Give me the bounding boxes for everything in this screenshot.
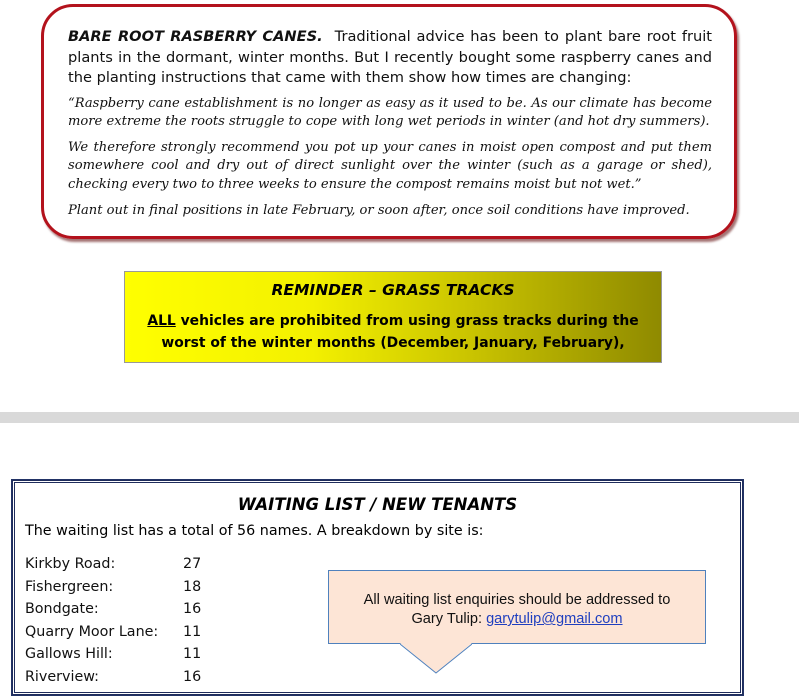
reminder-emphasis: ALL xyxy=(147,313,176,329)
raspberry-quote-1: “Raspberry cane establishment is no longer as easy as it used to be. As our climate has become more extreme the roots struggle to cope with long wet periods in winter (and hot dry summers). xyxy=(68,95,712,129)
raspberry-intro-text: Traditional advice has been to plant bare root fruit plants in the dormant, winter months. But I recently bought some raspberry canes and the planting instructions that came with them show how times are changing: xyxy=(68,28,712,86)
site-name: Kirkby Road: xyxy=(25,556,116,572)
raspberry-quote-3: Plant out in final positions in late February, or soon after, once soil conditions have improved. xyxy=(68,202,690,218)
waiting-list-title: WAITING LIST / NEW TENANTS xyxy=(237,495,518,514)
site-count: 11 xyxy=(183,646,202,663)
raspberry-quote-2: We therefore strongly recommend you pot up your canes in moist open compost and put them somewhere cool and dry out of direct sunlight over the winter (such as a garage or shed), checking every two to three weeks to ensure the compost remains moist but not wet.” xyxy=(68,140,712,192)
raspberry-canes-box xyxy=(41,4,737,239)
reminder-body xyxy=(141,310,645,354)
list-item xyxy=(25,553,201,576)
site-count: 27 xyxy=(183,556,202,572)
waiting-list-intro: The waiting list has a total of 56 names. A breakdown by site is: xyxy=(25,523,484,539)
site-count: 11 xyxy=(183,623,202,640)
callout-line-1: All waiting list enquiries should be addressed to xyxy=(363,592,671,608)
site-count: 16 xyxy=(183,601,202,618)
site-name: Riverview: xyxy=(25,668,99,685)
site-breakdown-list xyxy=(25,553,201,689)
list-item xyxy=(25,666,201,689)
site-name: Quarry Moor Lane: xyxy=(25,623,159,640)
list-item xyxy=(25,598,201,621)
site-name: Gallows Hill: xyxy=(25,646,113,663)
callout-pointer xyxy=(400,643,472,675)
callout-line-2 xyxy=(329,610,705,629)
site-name: Fishergreen: xyxy=(25,578,114,595)
list-item xyxy=(25,621,201,644)
grass-tracks-reminder xyxy=(124,271,662,363)
list-item xyxy=(25,576,201,599)
site-count: 16 xyxy=(183,668,202,685)
section-divider xyxy=(0,412,799,423)
enquiries-callout xyxy=(328,570,706,644)
list-item xyxy=(25,643,201,666)
reminder-title: REMINDER – GRASS TRACKS xyxy=(271,281,515,299)
contact-email-link[interactable]: garytulip@gmail.com xyxy=(486,611,623,627)
site-count: 18 xyxy=(183,578,202,595)
waiting-list-box xyxy=(12,480,743,695)
raspberry-intro xyxy=(68,27,712,89)
raspberry-heading: BARE ROOT RASBERRY CANES. xyxy=(68,28,323,45)
site-name: Bondgate: xyxy=(25,601,99,618)
reminder-body-text: vehicles are prohibited from using grass tracks during the worst of the winter months (December, January, February), xyxy=(161,313,639,351)
callout-contact: Gary Tulip: xyxy=(411,611,482,627)
